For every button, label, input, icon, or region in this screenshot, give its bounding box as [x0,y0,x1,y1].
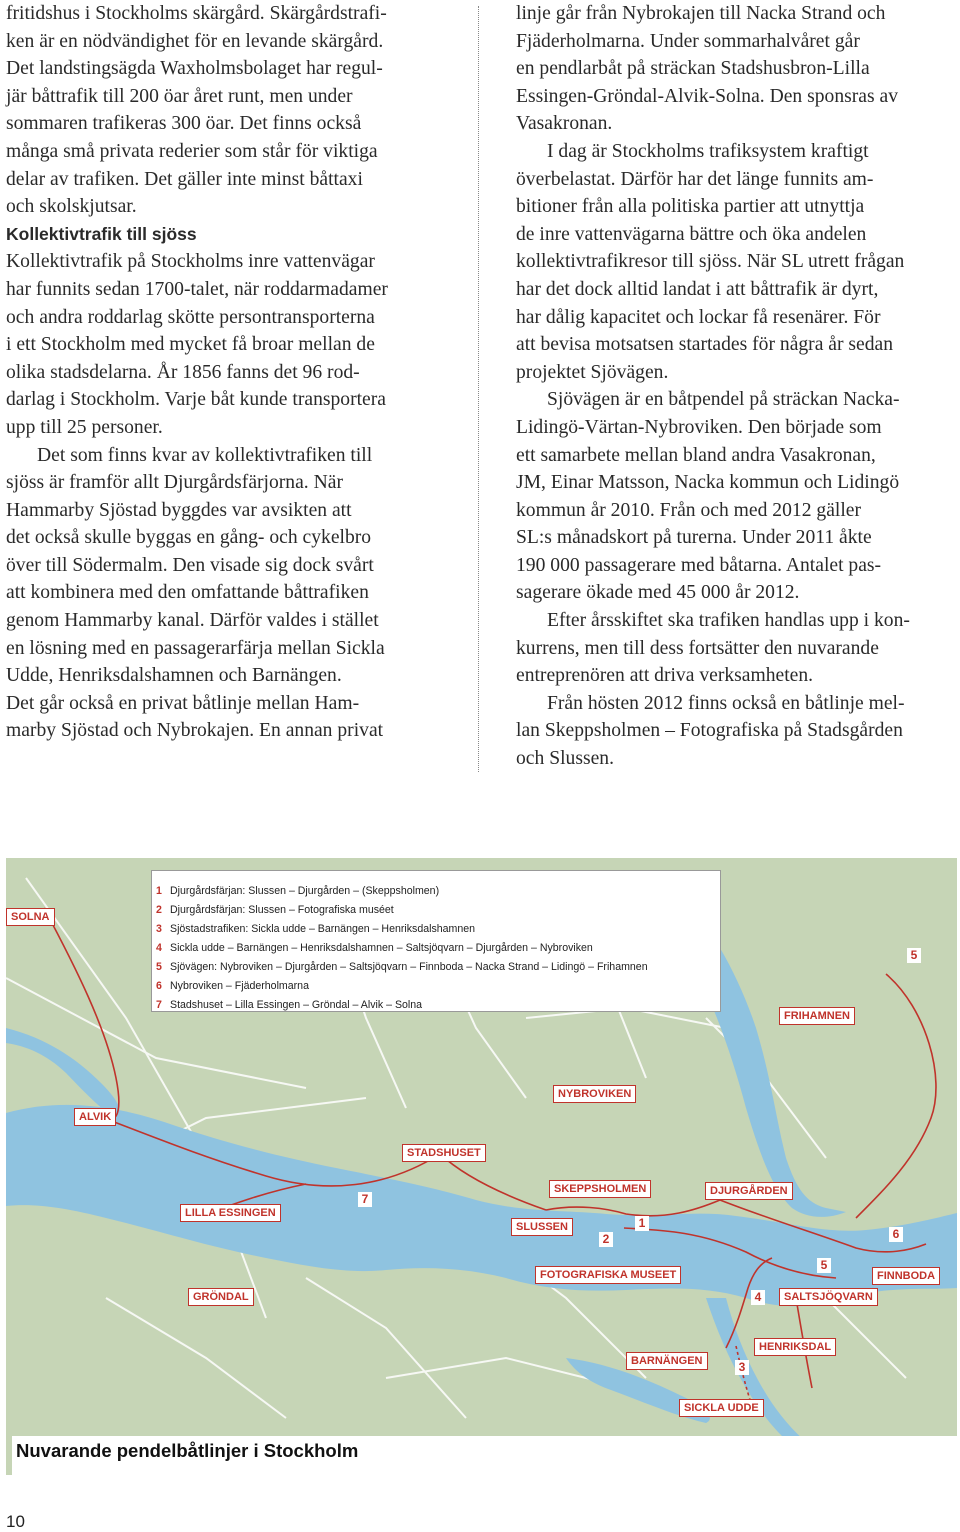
route-number-7: 7 [358,1192,372,1207]
legend-number: 6 [156,980,162,992]
route-number-5: 5 [907,948,921,963]
text-line: Fjäderholmarna. Under sommarhalvåret går [516,30,860,52]
text-line: en pendlarbåt på sträckan Stadshusbron-Lilla [516,58,870,80]
map-title-bar [12,1436,957,1475]
text-line: sjöss är framför allt Djurgårdsfärjorna. När [6,472,343,494]
route-number-2: 2 [599,1232,613,1247]
place-label-finnboda: FINNBODA [872,1267,940,1285]
place-label-fotografiska: FOTOGRAFISKA MUSEET [535,1266,681,1284]
intro-paragraph [6,0,456,221]
legend-number: 2 [156,904,162,916]
text-line: Vasakronan. [516,113,613,135]
place-label-frihamnen: FRIHAMNEN [779,1007,855,1025]
text-line: har dålig kapacitet och lockar få resenärer. För [516,306,881,328]
place-label-saltsjoqvarn: SALTSJÖQVARN [779,1288,878,1306]
text-line: 190 000 passagerare med båtarna. Antalet pas- [516,554,882,576]
legend-number: 4 [156,942,162,954]
text-line: har det dock alltid landat i att båttrafik är dyrt, [516,278,879,300]
legend-number: 3 [156,923,162,935]
text-line: överbelastat. Därför har det länge funnits am- [516,168,874,190]
place-label-grondal: GRÖNDAL [188,1288,254,1306]
text-line: och andra roddarlag skötte persontransporterna [6,306,375,328]
text-line: har funnits sedan 1700-talet, när roddarmadamer [6,278,388,300]
place-label-skeppsholmen: SKEPPSHOLMEN [549,1180,651,1198]
route-number-1: 1 [635,1216,649,1231]
text-line: Det som finns kvar av kollektivtrafiken till [37,444,373,466]
place-label-solna: SOLNA [6,908,55,926]
place-label-henriksdal: HENRIKSDAL [754,1338,836,1356]
text-line: SL:s månadskort på turerna. Under 2011 åkte [516,527,872,549]
section-heading: Kollektivtrafik till sjöss [6,223,197,244]
text-line: kurrens, men till dess fortsätter den nuvarande [516,637,879,659]
text-line: att kombinera med den omfattande båttrafiken [6,582,369,604]
legend-number: 5 [156,961,162,973]
text-line: det också skulle byggas en gång- och cykelbro [6,527,372,549]
legend-text: Sjövägen: Nybroviken – Djurgården – Saltsjöqvarn – Finnboda – Nacka Strand – Lidingö – Frihamnen [170,961,648,973]
text-line: projektet Sjövägen. [516,361,669,383]
text-line: Kollektivtrafik på Stockholms inre vattenvägar [6,251,375,273]
legend-text: Stadshuset – Lilla Essingen – Gröndal – Alvik – Solna [170,999,423,1011]
right-text-column [516,0,956,773]
paragraph [6,248,456,441]
text-line: över till Södermalm. Den visade sig dock svårt [6,554,374,576]
text-line: sommaren trafikeras 300 öar. Det finns också [6,113,362,135]
text-line: och skolskjutsar. [6,196,137,218]
text-line: att bevisa motsatsen startades för några år sedan [516,334,894,356]
text-line: kommun år 2010. Från och med 2012 gäller [516,499,861,521]
place-label-slussen: SLUSSEN [511,1218,573,1236]
legend-item [156,959,648,975]
legend-item [156,902,394,918]
paragraph [516,690,956,773]
text-line: fritidshus i Stockholms skärgård. Skärgårdstrafi- [6,3,387,24]
route-number-6: 6 [889,1227,903,1242]
text-line: genom Hammarby kanal. Därför valdes i stället [6,610,379,632]
text-line: Essingen-Gröndal-Alvik-Solna. Den sponsras av [516,85,899,107]
text-line: marby Sjöstad och Nybrokajen. En annan privat [6,720,384,742]
place-label-djurgarden: DJURGÅRDEN [705,1182,793,1200]
text-line: en lösning med en passagerarfärja mellan Sickla [6,637,385,659]
text-line: Från hösten 2012 finns också en båtlinje mel- [547,692,905,714]
ferry-route-map [6,858,957,1475]
left-text-column [6,0,456,745]
place-label-lilla-essingen: LILLA ESSINGEN [180,1204,281,1222]
legend-text: Sickla udde – Barnängen – Henriksdalshamnen – Saltsjöqvarn – Djurgården – Nybroviken [170,942,593,954]
page-number: 10 [6,1512,25,1531]
legend-item [156,883,439,899]
text-line: Lidingö-Värtan-Nybroviken. Den började som [516,416,882,438]
text-line: Det landstingsägda Waxholmsbolaget har regul- [6,58,383,80]
place-label-barnangen: BARNÄNGEN [626,1352,708,1370]
text-line: entreprenören att driva verksamheten. [516,665,814,687]
text-line: kollektivtrafikresor till sjöss. När SL utrett frågan [516,251,905,273]
legend-item [156,997,422,1013]
paragraph [516,0,956,138]
legend-item [156,978,309,994]
text-line: I dag är Stockholms trafiksystem kraftigt [547,140,869,162]
text-line: och Slussen. [516,748,614,770]
text-line: delar av trafiken. Det gäller inte minst båttaxi [6,168,363,190]
paragraph [6,442,456,746]
legend-text: Djurgårdsfärjan: Slussen – Fotografiska muséet [170,904,394,916]
route-legend [151,870,721,1012]
place-label-sickla-udde: SICKLA UDDE [679,1399,764,1417]
route-number-3: 3 [735,1360,749,1375]
text-line: JM, Einar Matsson, Nacka kommun och Lidingö [516,472,900,494]
text-line: i ett Stockholm med mycket få broar mellan de [6,334,375,356]
text-line: sagerare ökade med 45 000 år 2012. [516,582,800,604]
text-line: jär båttrafik till 200 öar året runt, men under [6,85,353,107]
text-line: darlag i Stockholm. Varje båt kunde transportera [6,389,386,411]
text-line: linje går från Nybrokajen till Nacka Strand och [516,3,886,24]
text-line: upp till 25 personer. [6,416,163,438]
text-line: många små privata rederier som står för viktiga [6,140,378,162]
route-number-5: 5 [817,1258,831,1273]
text-line: Sjövägen är en båtpendel på sträckan Nacka- [547,389,900,411]
paragraph [516,386,956,607]
text-line: bitioner från alla politiska partier att utnyttja [516,196,865,218]
legend-number: 1 [156,885,162,897]
text-line: ett samarbete mellan bland andra Vasakronan, [516,444,876,466]
text-line: ken är en nödvändighet för en levande skärgård. [6,30,384,52]
legend-text: Djurgårdsfärjan: Slussen – Djurgården – (Skeppsholmen) [170,885,440,897]
legend-item [156,921,475,937]
text-line: de inre vattenvägarna bättre och öka andelen [516,223,867,245]
paragraph [516,138,956,386]
text-line: Efter årsskiftet ska trafiken handlas upp i kon- [547,610,910,632]
legend-number: 7 [156,999,162,1011]
column-divider [478,6,479,772]
text-line: Udde, Henriksdalshamnen och Barnängen. [6,665,342,687]
text-line: olika stadsdelarna. År 1856 fanns det 96 rod- [6,361,360,383]
paragraph [516,607,956,690]
text-line: lan Skeppsholmen – Fotografiska på Stadsgården [516,720,903,742]
text-line: Det går också en privat båtlinje mellan Ham- [6,692,360,714]
legend-item [156,940,593,956]
legend-text: Nybroviken – Fjäderholmarna [170,980,309,992]
place-label-alvik: ALVIK [74,1108,116,1126]
text-line: Hammarby Sjöstad byggdes var avsikten att [6,499,352,521]
place-label-nybroviken: NYBROVIKEN [553,1085,636,1103]
map-title: Nuvarande pendelbåtlinjer i Stockholm [16,1440,359,1461]
legend-text: Sjöstadstrafiken: Sickla udde – Barnängen – Henriksdalshamnen [170,923,476,935]
route-number-4: 4 [751,1290,765,1305]
place-label-stadshuset: STADSHUSET [402,1144,486,1162]
